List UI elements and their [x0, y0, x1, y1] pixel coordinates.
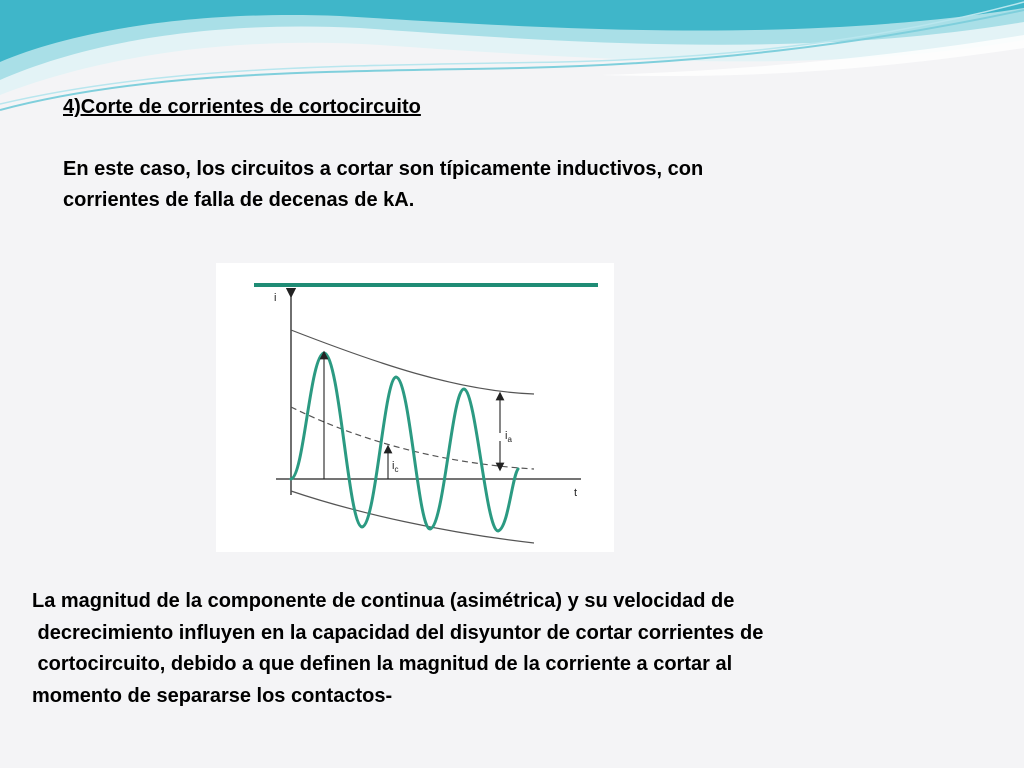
conclusion-line-2: decrecimiento influyen en la capacidad del disyuntor de cortar corrientes de	[32, 621, 764, 644]
slide-title: 4)Corte de corrientes de cortocircuito	[63, 96, 421, 118]
y-axis-label: i	[274, 292, 277, 304]
x-axis-label: t	[574, 487, 578, 499]
short-circuit-current-figure	[216, 263, 614, 552]
short-circuit-current-wave	[291, 353, 518, 531]
conclusion-line-1: La magnitud de la componente de continua (asimétrica) y su velocidad de	[32, 590, 735, 612]
conclusion-line-4: momento de separarse los contactos-	[32, 684, 393, 707]
ic-label: $i_c$	[392, 460, 399, 474]
ia-label: $i_a$	[505, 430, 512, 444]
current-waveform-diagram	[216, 263, 614, 552]
upper-envelope-curve	[291, 330, 534, 394]
conclusion-line-3: cortocircuito, debido a que definen la magnitud de la corriente a cortar al	[32, 653, 733, 675]
intro-line-2: corrientes de falla de decenas de kA.	[63, 189, 415, 211]
conclusion-paragraph	[32, 586, 992, 712]
intro-line-1: En este caso, los circuitos a cortar son típicamente inductivos, con	[63, 158, 704, 180]
intro-paragraph	[63, 154, 943, 216]
lower-envelope-curve	[291, 491, 534, 543]
